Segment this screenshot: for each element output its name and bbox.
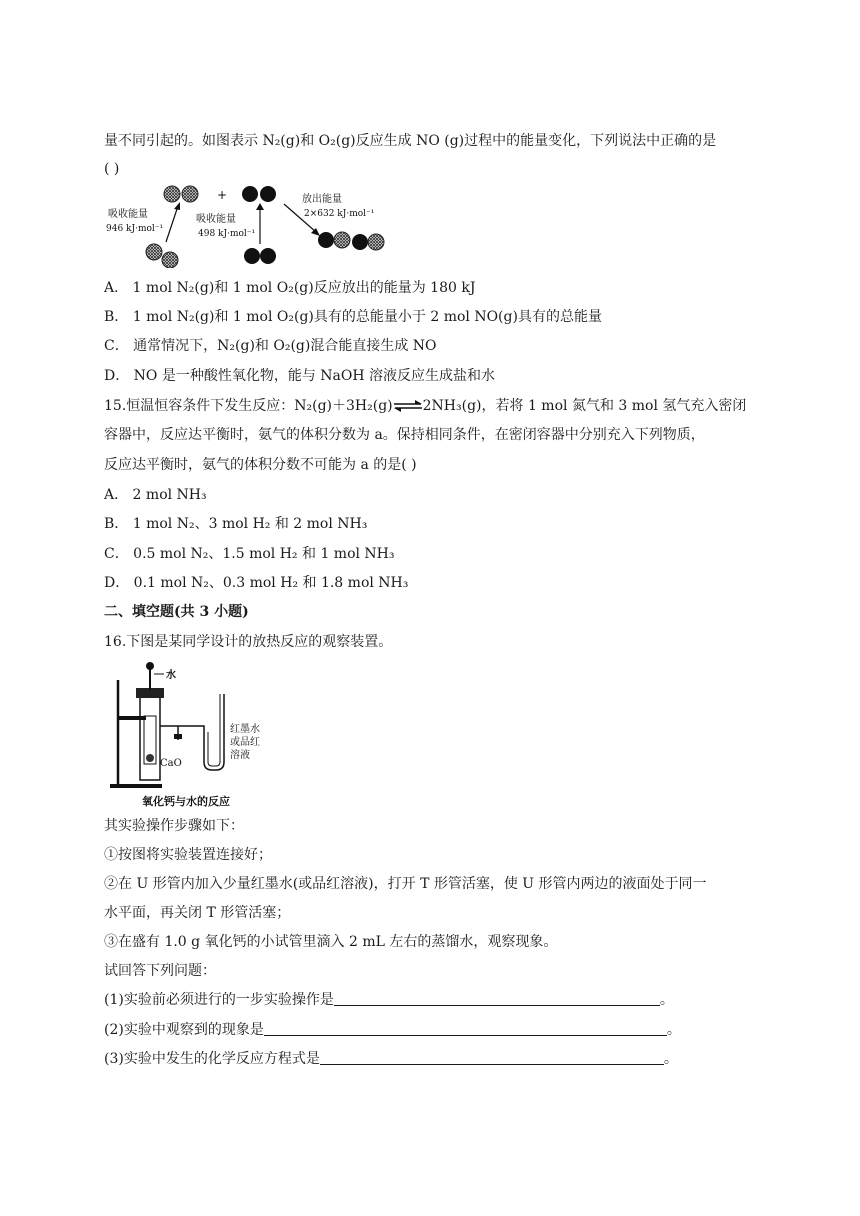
n-atom [164, 186, 180, 202]
q16-sub1-text: (1)实验前必须进行的一步实验操作是 [104, 992, 334, 1008]
equilibrium-arrow-icon [393, 400, 423, 412]
o-atom [352, 234, 368, 250]
q15-stem-line2: 容器中，反应达平衡时，氨气的体积分数为 a。保持相同条件，在密闭容器中分别充入下列物质， [104, 427, 705, 443]
o-atom [244, 248, 260, 264]
ink-label-1: 红墨水 [230, 724, 260, 735]
q16-step2-line1: ②在 U 形管内加入少量红墨水(或品红溶液)，打开 T 形管活塞，使 U 形管内两边的液面处于同一 [104, 876, 707, 892]
q15-stem-part2: 2NH₃(g)，若将 1 mol 氮气和 3 mol 氢气充入密闭 [422, 398, 747, 414]
q15-option-d: D． 0.1 mol N₂、0.3 mol H₂ 和 1.8 mol NH₃ [104, 575, 409, 591]
q14-option-d: D． NO 是一种酸性氧化物，能与 NaOH 溶液反应生成盐和水 [104, 368, 496, 384]
q14-stem-line1: 量不同引起的。如图表示 N₂(g)和 O₂(g)反应生成 NO (g)过程中的能量变化，下列说法中正确的是 [104, 133, 717, 149]
q16-steps-intro: 其实验操作步骤如下： [104, 818, 244, 834]
q16-sub3-text: (3)实验中发生的化学反应方程式是 [104, 1051, 320, 1067]
ink-label-3: 溶液 [230, 750, 250, 761]
answer-blank-3[interactable] [320, 1050, 664, 1065]
release-value: 2×632 kJ·mol⁻¹ [304, 209, 375, 219]
absorb-label-2: 吸收能量 [196, 214, 236, 225]
q15-stem-line1 [104, 396, 746, 416]
arrow-up-1 [166, 206, 178, 242]
absorb-label-1: 吸收能量 [108, 209, 148, 220]
q16-sub2 [104, 1020, 681, 1040]
stand-base [110, 784, 162, 788]
absorb-value-2: 498 kJ·mol⁻¹ [198, 229, 256, 239]
n-atom [182, 186, 198, 202]
q16-sub3 [104, 1049, 678, 1069]
dropper-bulb [146, 662, 154, 670]
q15-stem-line3: 反应达平衡时，氨气的体积分数不可能为 a 的是( ) [104, 457, 417, 473]
absorb-value-1: 946 kJ·mol⁻¹ [106, 224, 164, 234]
end-mark: 。 [659, 992, 674, 1008]
q14-option-a: A． 1 mol N₂(g)和 1 mol O₂(g)反应放出的能量为 180 kJ [104, 280, 476, 296]
n-atom [146, 244, 162, 260]
q15-option-c: C． 0.5 mol N₂、1.5 mol H₂ 和 1 mol NH₃ [104, 546, 395, 562]
answer-blank-2[interactable] [264, 1021, 667, 1036]
q16-sub1 [104, 990, 674, 1010]
q16-apparatus-diagram [104, 660, 264, 808]
n-atom [368, 234, 384, 250]
plus-sign: + [217, 188, 228, 202]
q16-ask: 试回答下列问题： [104, 963, 216, 979]
ink-label-2: 或品红 [230, 737, 260, 748]
q16-step1: ①按图将实验装置连接好； [104, 847, 272, 863]
q16-step2-line2: 水平面，再关闭 T 形管活塞； [104, 905, 291, 921]
n-atom [334, 232, 350, 248]
q14-energy-diagram [104, 182, 386, 268]
figure-caption: 氧化钙与水的反应 [142, 795, 230, 808]
release-label: 放出能量 [302, 194, 342, 205]
o-atom [318, 232, 334, 248]
answer-blank-1[interactable] [334, 991, 660, 1006]
q16-intro: 16.下图是某同学设计的放热反应的观察装置。 [104, 634, 393, 650]
large-tube [140, 696, 160, 780]
q15-stem-part1: 15.恒温恒容条件下发生反应：N₂(g)＋3H₂(g) [104, 398, 393, 414]
q14-option-b: B． 1 mol N₂(g)和 1 mol O₂(g)具有的总能量小于 2 mol NO(g)具有的总能量 [104, 309, 602, 325]
o-atom [242, 186, 258, 202]
q16-sub2-text: (2)实验中观察到的现象是 [104, 1022, 264, 1038]
q16-step3: ③在盛有 1.0 g 氧化钙的小试管里滴入 2 mL 左右的蒸馏水，观察现象。 [104, 934, 558, 950]
q15-option-b: B． 1 mol N₂、3 mol H₂ 和 2 mol NH₃ [104, 516, 368, 532]
end-mark: 。 [663, 1051, 678, 1067]
cao-label: CaO [160, 758, 182, 769]
connecting-pipe [160, 726, 204, 732]
q14-option-c: C． 通常情况下，N₂(g)和 O₂(g)混合能直接生成 NO [104, 338, 437, 354]
clamp [118, 716, 146, 720]
section-heading: 二、填空题(共 3 小题) [104, 604, 249, 620]
o-atom [260, 186, 276, 202]
q15-option-a: A． 2 mol NH₃ [104, 487, 207, 503]
t-valve [174, 734, 182, 739]
q14-answer-paren: ( ) [104, 161, 120, 177]
water-label: 水 [166, 670, 176, 681]
end-mark: 。 [666, 1022, 681, 1038]
o-atom [260, 248, 276, 264]
u-tube [204, 694, 224, 770]
n-atom [162, 252, 178, 268]
